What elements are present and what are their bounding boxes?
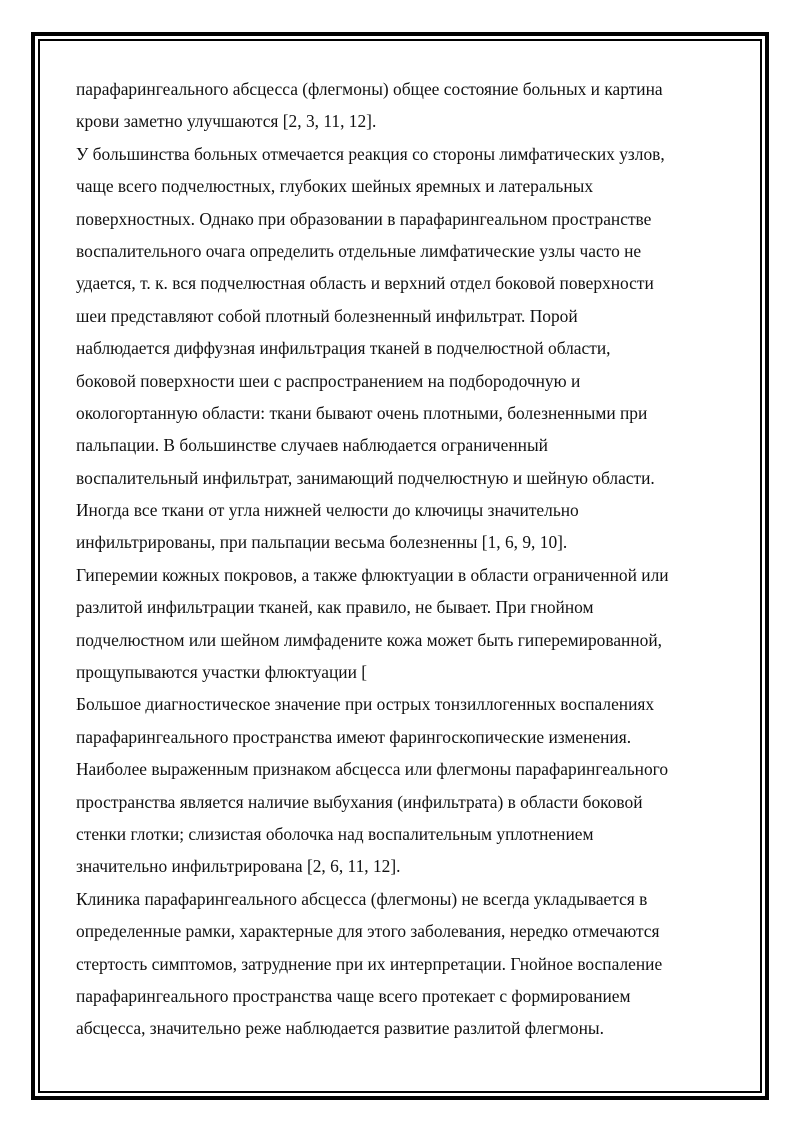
text-line: крови заметно улучшаются [2, 3, 11, 12]. <box>76 111 377 132</box>
text-line: боковой поверхности шеи с распространением на подбородочную и <box>76 370 581 391</box>
text-line: Большое диагностическое значение при острых тонзиллогенных воспалениях <box>76 694 655 715</box>
text-line: парафарингеального абсцесса (флегмоны) общее состояние больных и картина <box>76 79 663 99</box>
text-line: парафарингеального пространства чаще всего протекает с формированием <box>76 985 631 1006</box>
text-line: чаще всего подчелюстных, глубоких шейных яремных и латеральных <box>76 176 594 197</box>
text-line: подчелюстном или шейном лимфадените кожа может быть гиперемированной, <box>76 629 663 650</box>
text-line: абсцесса, значительно реже наблюдается развитие разлитой флегмоны. <box>76 1018 604 1039</box>
text-line: шеи представляют собой плотный болезненный инфильтрат. Порой <box>76 305 578 326</box>
text-line: Иногда все ткани от угла нижней челюсти до ключицы значительно <box>76 500 579 521</box>
text-line: разлитой инфильтрации тканей, как правило, не бывает. При гнойном <box>76 597 594 618</box>
document-body <box>76 73 736 1045</box>
text-line: парафарингеального пространства имеют фарингоскопические изменения. <box>76 726 632 747</box>
text-line: стертость симптомов, затруднение при их интерпретации. Гнойное воспаление <box>76 953 663 974</box>
text-line: наблюдается диффузная инфильтрация тканей в подчелюстной области, <box>76 338 611 359</box>
text-line: определенные рамки, характерные для этого заболевания, нередко отмечаются <box>76 921 660 942</box>
text-line: удается, т. к. вся подчелюстная область и верхний отдел боковой поверхности <box>76 273 654 294</box>
text-line: Гиперемии кожных покровов, а также флюктуации в области ограниченной или <box>76 564 669 585</box>
text-line: стенки глотки; слизистая оболочка над воспалительным уплотнением <box>76 823 594 844</box>
text-line: прощупываются участки флюктуации [ <box>76 662 368 683</box>
text-line: поверхностных. Однако при образовании в парафарингеальном пространстве <box>76 208 652 229</box>
text-line: воспалительного очага определить отдельные лимфатические узлы часто не <box>76 240 642 261</box>
text-line: воспалительный инфильтрат, занимающий подчелюстную и шейную области. <box>76 467 655 488</box>
text-line: Наиболее выраженным признаком абсцесса или флегмоны парафарингеального <box>76 759 669 780</box>
text-line: пальпации. В большинстве случаев наблюдается ограниченный <box>76 435 548 456</box>
text-line: инфильтрированы, при пальпации весьма болезненны [1, 6, 9, 10]. <box>76 532 568 553</box>
text-line: Клиника парафарингеального абсцесса (флегмоны) не всегда укладывается в <box>76 888 648 909</box>
text-line: значительно инфильтрирована [2, 6, 11, 12]. <box>76 856 401 877</box>
text-line: окологортанную области: ткани бывают очень плотными, болезненными при <box>76 402 648 423</box>
text-line: пространства является наличие выбухания (инфильтрата) в области боковой <box>76 791 643 812</box>
text-line: У большинства больных отмечается реакция со стороны лимфатических узлов, <box>76 143 665 164</box>
